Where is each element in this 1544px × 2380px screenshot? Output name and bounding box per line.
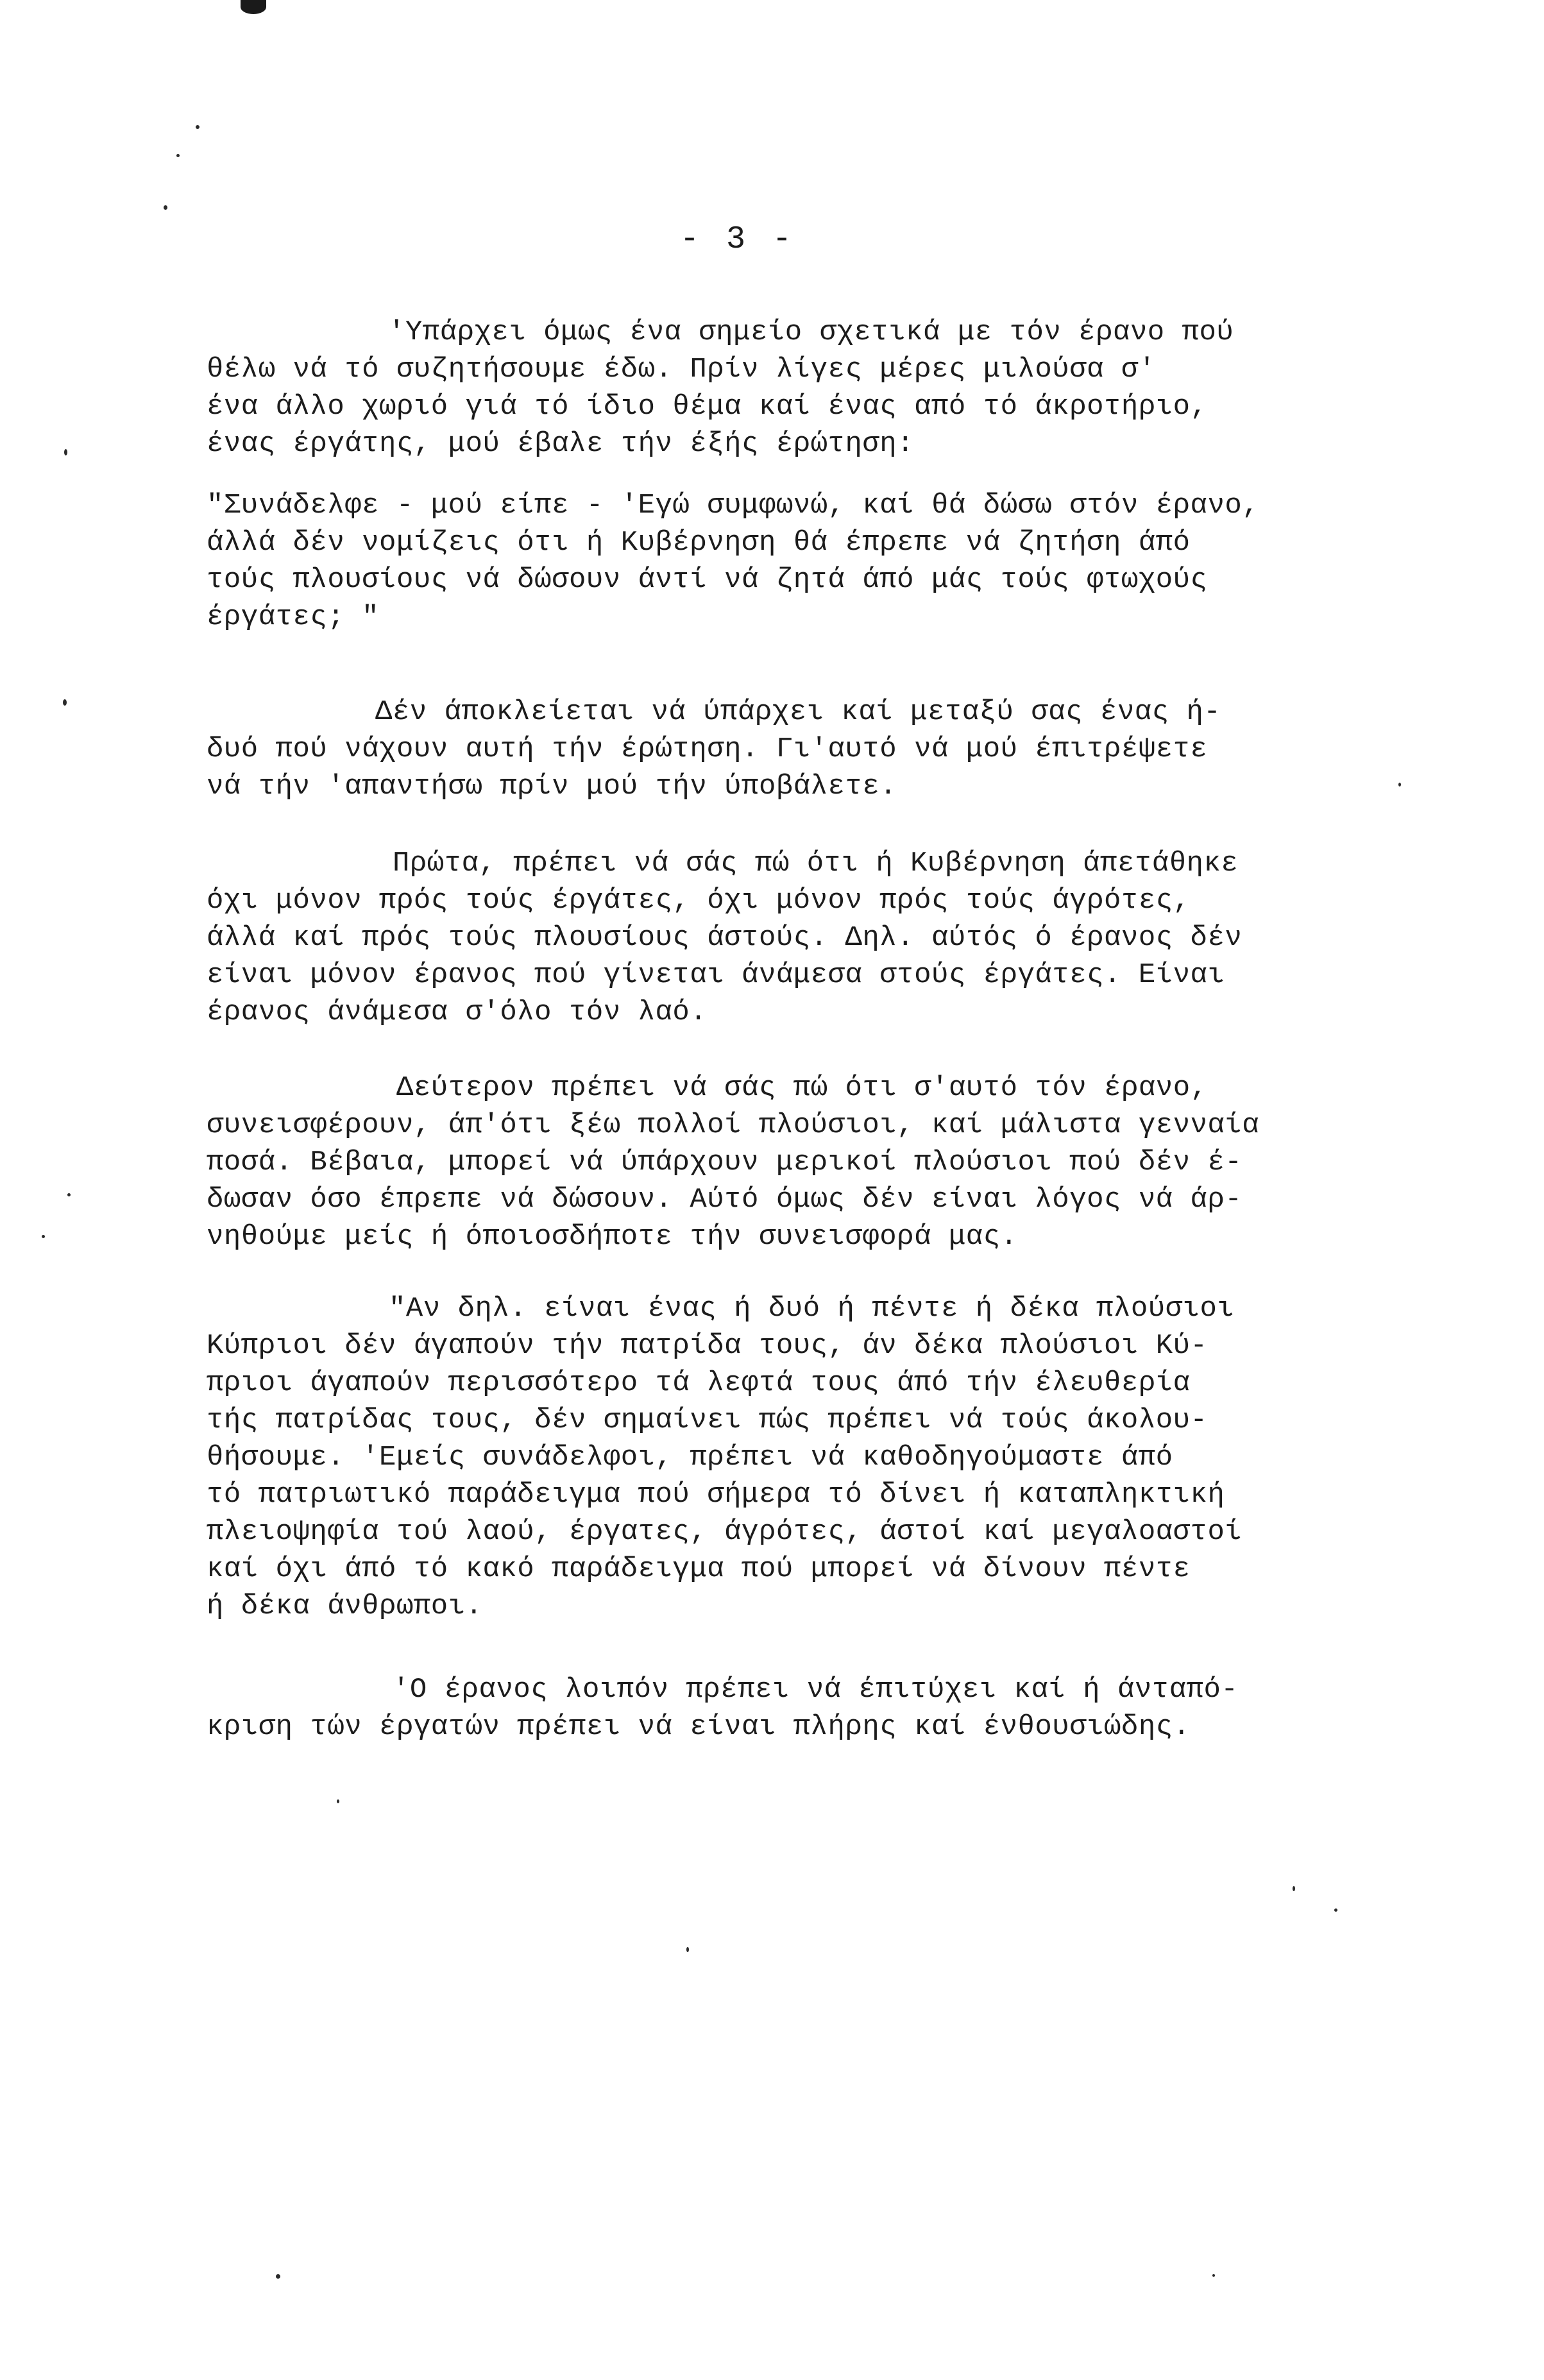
p6-line-7: πλειοψηφία τού λαού, έργατες, άγρότες, άστοί καί μεγαλοαστοί: [207, 1516, 1243, 1548]
p4-line-5: έρανος άνάμεσα σ'όλο τόν λαό.: [207, 996, 708, 1028]
p5-line-4: δωσαν όσο έπρεπε νά δώσουν. Αύτό όμως δέν είναι λόγος νά άρ-: [207, 1184, 1243, 1216]
scan-speck: [686, 1947, 689, 1952]
scan-speck: [42, 1235, 45, 1238]
p1-line-2: θέλω νά τό συζητήσουμε έδω. Πρίν λίγες μέρες μιλούσα σ': [207, 353, 1156, 386]
scan-speck: [276, 2274, 280, 2279]
p4-line-4: είναι μόνον έρανος πού γίνεται άνάμεσα στούς έργάτες. Είναι: [207, 959, 1225, 991]
p5-line-3: ποσά. Βέβαια, μπορεί νά ύπάρχουν μερικοί πλούσιοι πού δέν έ-: [207, 1146, 1243, 1178]
p5-line-5: νηθούμε μείς ή όποιοσδήποτε τήν συνεισφορά μας.: [207, 1221, 1018, 1253]
scan-speck: [1334, 1908, 1337, 1912]
p6-line-1: "Αν δηλ. είναι ένας ή δυό ή πέντε ή δέκα πλούσιοι: [389, 1293, 1235, 1325]
scan-speck: [1212, 2274, 1215, 2277]
page-number: - 3 -: [680, 221, 796, 258]
scan-speck: [176, 154, 180, 157]
scan-speck: [63, 699, 67, 706]
p5-line-2: συνεισφέρουν, άπ'ότι ξέω πολλοί πλούσιοι, καί μάλιστα γενναία: [207, 1109, 1260, 1141]
scan-speck: [164, 205, 167, 210]
p6-line-8: καί όχι άπό τό κακό παράδειγμα πού μπορεί νά δίνουν πέντε: [207, 1553, 1191, 1585]
scan-artifact-mark: [241, 0, 266, 14]
p6-line-2: Κύπριοι δέν άγαπούν τήν πατρίδα τους, άν δέκα πλούσιοι Κύ-: [207, 1330, 1208, 1362]
scan-speck: [337, 1799, 339, 1803]
p4-line-1: Πρώτα, πρέπει νά σάς πώ ότι ή Κυβέρνηση άπετάθηκε: [393, 847, 1239, 880]
p4-line-2: όχι μόνον πρός τούς έργάτες, όχι μόνον πρός τούς άγρότες,: [207, 885, 1191, 917]
p3-line-1: Δέν άποκλείεται νά ύπάρχει καί μεταξύ σας ένας ή-: [375, 696, 1221, 728]
scan-speck: [67, 1193, 71, 1196]
p2-line-1: "Συνάδελφε - μού είπε - 'Εγώ συμφωνώ, καί θά δώσω στόν έρανο,: [207, 489, 1260, 522]
p3-line-2: δυό πού νάχουν αυτή τήν έρώτηση. Γι'αυτό νά μού έπιτρέψετε: [207, 733, 1208, 765]
p1-line-4: ένας έργάτης, μού έβαλε τήν έξής έρώτηση:: [207, 428, 915, 460]
scan-speck: [1293, 1886, 1295, 1891]
p6-line-6: τό πατριωτικό παράδειγμα πού σήμερα τό δίνει ή καταπληκτική: [207, 1479, 1225, 1511]
p6-line-9: ή δέκα άνθρωποι.: [207, 1590, 483, 1622]
p5-line-1: Δεύτερον πρέπει νά σάς πώ ότι σ'αυτό τόν έρανο,: [396, 1072, 1208, 1104]
scan-speck: [1398, 783, 1401, 786]
p7-line-1: 'Ο έρανος λοιπόν πρέπει νά έπιτύχει καί ή άνταπό-: [393, 1674, 1239, 1706]
scan-speck: [64, 449, 67, 455]
scan-speck: [196, 125, 199, 129]
p1-line-3: ένα άλλο χωριό γιά τό ίδιο θέμα καί ένας από τό άκροτήριο,: [207, 391, 1208, 423]
p3-line-3: νά τήν 'απαντήσω πρίν μού τήν ύποβάλετε.: [207, 770, 897, 803]
p1-line-1: 'Υπάρχει όμως ένα σημείο σχετικά με τόν έρανο πού: [388, 316, 1234, 348]
p7-line-2: κριση τών έργατών πρέπει νά είναι πλήρης καί ένθουσιώδης.: [207, 1711, 1191, 1743]
p6-line-4: τής πατρίδας τους, δέν σημαίνει πώς πρέπει νά τούς άκολου-: [207, 1404, 1208, 1436]
p4-line-3: άλλά καί πρός τούς πλουσίους άστούς. Δηλ. αύτός ό έρανος δέν: [207, 922, 1243, 954]
p6-line-3: πριοι άγαπούν περισσότερο τά λεφτά τους άπό τήν έλευθερία: [207, 1367, 1191, 1399]
p2-line-4: έργάτες; ": [207, 601, 380, 633]
p6-line-5: θήσουμε. 'Εμείς συνάδελφοι, πρέπει νά καθοδηγούμαστε άπό: [207, 1441, 1173, 1474]
p2-line-3: τούς πλουσίους νά δώσουν άντί νά ζητά άπό μάς τούς φτωχούς: [207, 564, 1208, 596]
p2-line-2: άλλά δέν νομίζεις ότι ή Κυβέρνηση θά έπρεπε νά ζητήση άπό: [207, 527, 1191, 559]
